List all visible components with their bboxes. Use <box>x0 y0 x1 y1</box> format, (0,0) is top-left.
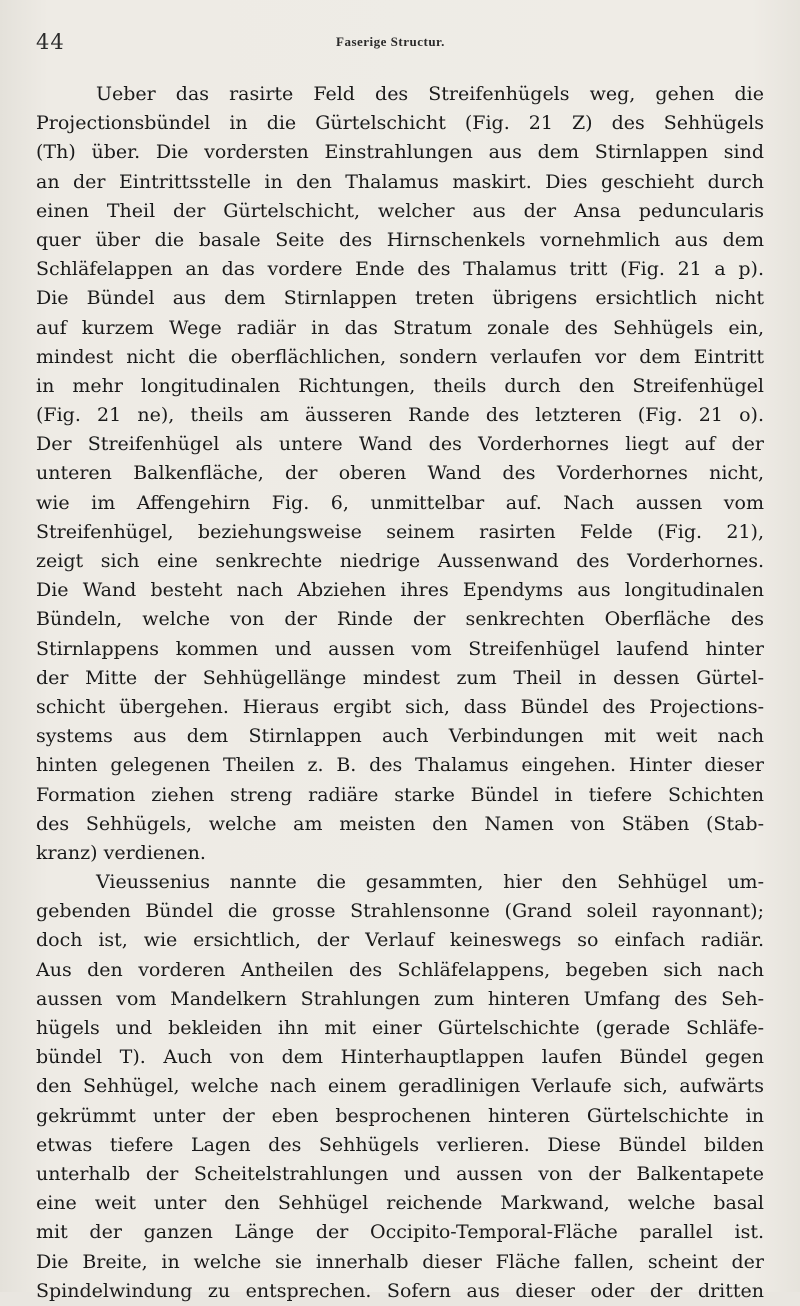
text-line: unteren Balkenfläche, der oberen Wand des Vorderhornes nicht, <box>36 462 764 485</box>
body-text <box>36 80 764 1306</box>
text-line: Die Wand besteht nach Abziehen ihres Ependyms aus longitudinalen <box>36 579 764 602</box>
text-line: hinten gelegenen Theilen z. B. des Thalamus eingehen. Hinter dieser <box>36 754 764 777</box>
text-line: gebenden Bündel die grosse Strahlensonne (Grand soleil rayonnant); <box>36 900 764 923</box>
text-line: des Sehhügels, welche am meisten den Namen von Stäben (Stab- <box>36 812 764 835</box>
text-line: eine weit unter den Sehhügel reichende Markwand, welche basal <box>36 1192 764 1215</box>
text-line: Spindelwindung zu entsprechen. Sofern aus dieser oder der dritten <box>36 1279 764 1302</box>
text-line: hügels und bekleiden ihn mit einer Gürtelschichte (gerade Schläfe- <box>36 1017 764 1039</box>
text-line: Stirnlappens kommen und aussen vom Streifenhügel laufend hinter <box>36 637 764 660</box>
text-line: Der Streifenhügel als untere Wand des Vorderhornes liegt auf der <box>36 433 764 456</box>
text-line: Schläfelappen an das vordere Ende des Thalamus tritt (Fig. 21 a p). <box>36 258 764 281</box>
text-line: Vieussenius nannte die gesammten, hier den Sehhügel um- <box>96 871 764 894</box>
text-line: einen Theil der Gürtelschicht, welcher aus der Ansa peduncularis <box>36 199 764 222</box>
text-line: (Fig. 21 ne), theils am äusseren Rande des letzteren (Fig. 21 o). <box>36 404 764 427</box>
text-line: der Mitte der Sehhügellänge mindest zum Theil in dessen Gürtel- <box>36 666 764 689</box>
page-header <box>36 30 766 60</box>
text-line: Die Breite, in welche sie innerhalb dieser Fläche fallen, scheint der <box>36 1250 764 1273</box>
text-line: Aus den vorderen Antheilen des Schläfelappens, begeben sich nach <box>36 958 764 981</box>
text-line: auf kurzem Wege radiär in das Stratum zonale des Sehhügels ein, <box>36 316 764 339</box>
text-line: etwas tiefere Lagen des Sehhügels verlieren. Diese Bündel bilden <box>36 1133 764 1156</box>
text-line: mindest nicht die oberflächlichen, sondern verlaufen vor dem Eintritt <box>36 345 764 368</box>
text-line: an der Eintrittsstelle in den Thalamus maskirt. Dies geschieht durch <box>36 170 764 193</box>
text-line: Bündeln, welche von der Rinde der senkrechten Oberfläche des <box>36 608 764 631</box>
text-line: bündel T). Auch von dem Hinterhauptlappen laufen Bündel gegen <box>36 1046 764 1069</box>
text-line: schicht übergehen. Hieraus ergibt sich, dass Bündel des Projections- <box>36 695 764 718</box>
text-line: mit der ganzen Länge der Occipito-Temporal-Fläche parallel ist. <box>36 1221 764 1244</box>
text-line: systems aus dem Stirnlappen auch Verbindungen mit weit nach <box>36 725 764 748</box>
text-line: gekrümmt unter der eben besprochenen hinteren Gürtelschichte in <box>36 1104 764 1127</box>
text-line: Streifenhügel, beziehungsweise seinem rasirten Felde (Fig. 21), <box>36 520 764 543</box>
text-line: wie im Affengehirn Fig. 6, unmittelbar auf. Nach aussen vom <box>36 491 764 514</box>
text-line: doch ist, wie ersichtlich, der Verlauf keineswegs so einfach radiär. <box>36 929 764 952</box>
text-line: (Th) über. Die vordersten Einstrahlungen aus dem Stirnlappen sind <box>36 141 764 164</box>
text-line: unterhalb der Scheitelstrahlungen und aussen von der Balkentapete <box>36 1162 764 1185</box>
text-line: zeigt sich eine senkrechte niedrige Aussenwand des Vorderhornes. <box>36 550 764 572</box>
page-number: 44 <box>36 30 65 54</box>
text-line: quer über die basale Seite des Hirnschenkels vornehmlich aus dem <box>36 228 764 251</box>
running-head: Faserige Structur. <box>336 34 445 49</box>
text-line: Formation ziehen streng radiäre starke Bündel in tiefere Schichten <box>36 783 764 806</box>
text-line: kranz) verdienen. <box>36 841 206 864</box>
text-line: Ueber das rasirte Feld des Streifenhügels weg, gehen die <box>96 83 764 105</box>
text-line: in mehr longitudinalen Richtungen, theils durch den Streifenhügel <box>36 374 764 397</box>
text-line: Die Bündel aus dem Stirnlappen treten übrigens ersichtlich nicht <box>36 287 764 310</box>
text-line: Projectionsbündel in die Gürtelschicht (Fig. 21 Z) des Sehhügels <box>36 112 764 135</box>
text-line: aussen vom Mandelkern Strahlungen zum hinteren Umfang des Seh- <box>36 987 764 1010</box>
text-line: den Sehhügel, welche nach einem geradlinigen Verlaufe sich, aufwärts <box>36 1075 764 1098</box>
